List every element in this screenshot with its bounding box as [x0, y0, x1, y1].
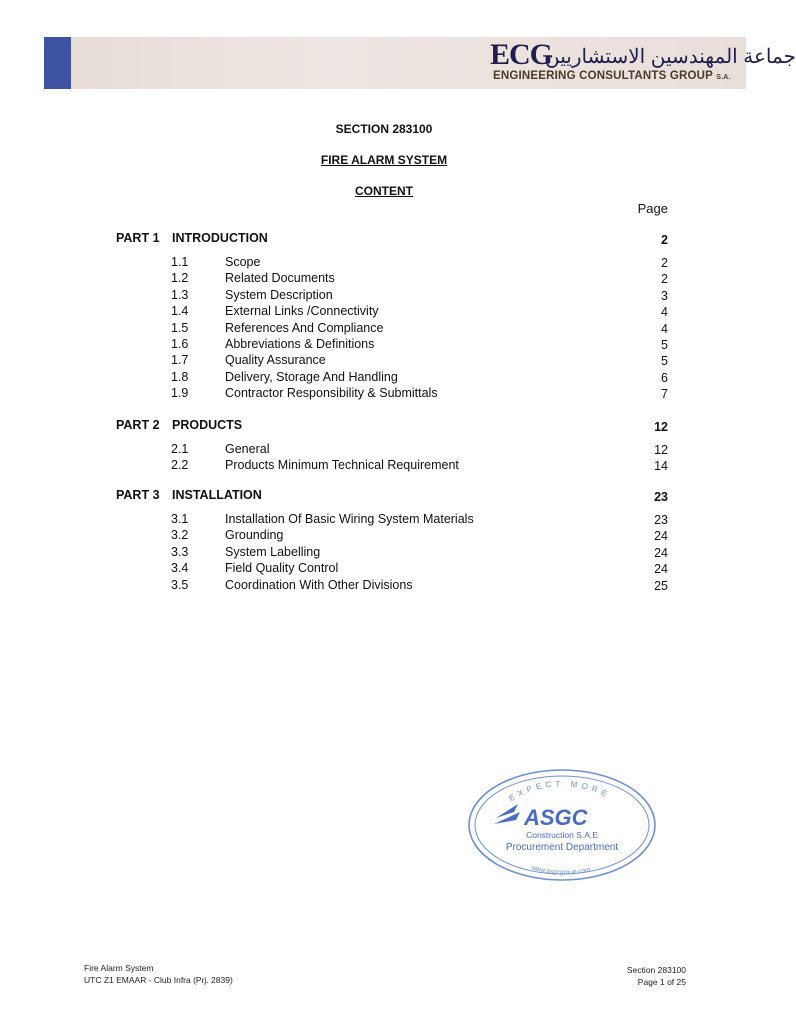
toc-item-title: Abbreviations & Definitions	[225, 337, 375, 351]
toc-item-number: 1.7	[171, 353, 189, 368]
footer-right	[627, 964, 686, 988]
toc-item-title: References And Compliance	[225, 320, 384, 335]
toc-item-title: General	[225, 442, 270, 456]
toc-item-title: Delivery, Storage And Handling	[225, 369, 398, 384]
toc-item-page: 23	[654, 513, 668, 527]
toc-item-page: 5	[661, 354, 668, 369]
content-heading: CONTENT	[355, 184, 413, 198]
toc-item-title: Contractor Responsibility & Submittals	[225, 386, 438, 401]
toc-item-title: Coordination With Other Divisions	[225, 577, 413, 592]
toc-item-title: System Labelling	[225, 544, 321, 559]
logo-company-text: ENGINEERING CONSULTANTS GROUP	[493, 70, 713, 82]
toc-item-number: 2.2	[171, 458, 189, 473]
toc-item-title: Field Quality Control	[225, 561, 339, 576]
toc-item-page: 6	[661, 370, 668, 385]
logo-arabic: جماعة المهندسين الاستشاريين	[545, 46, 796, 68]
toc-item-page: 14	[654, 459, 668, 474]
footer-section: Section 283100	[626, 965, 686, 975]
footer-project: UTC Z1 EMAAR - Club Infra (Prj. 2839)	[84, 975, 233, 985]
footer-doc-name: Fire Alarm System	[84, 963, 154, 973]
toc-item-title: Quality Assurance	[225, 353, 326, 368]
toc-part-title: PRODUCTS	[172, 418, 243, 432]
toc-item-title: Grounding	[225, 528, 284, 543]
toc-item-title: Products Minimum Technical Requirement	[225, 458, 459, 473]
toc-item-title: Installation Of Basic Wiring System Materials	[225, 512, 474, 526]
toc-item-number: 1.3	[171, 287, 189, 302]
toc-item-title: External Links /Connectivity	[225, 304, 379, 319]
header-accent-bar	[44, 37, 71, 89]
logo-company-name	[493, 70, 731, 82]
toc-item-number: 1.9	[171, 386, 189, 401]
asgc-swoosh-icon	[494, 804, 520, 824]
footer-page-number: Page 1 of 25	[637, 977, 686, 987]
toc-item-title: Related Documents	[225, 271, 335, 286]
toc-item-page: 3	[661, 288, 668, 303]
toc-item-page: 5	[661, 338, 668, 352]
toc-item-number: 3.4	[171, 561, 189, 576]
toc-item-number: 3.1	[171, 512, 189, 526]
section-title: SECTION 283100	[335, 122, 433, 136]
toc-item-page: 25	[654, 578, 668, 593]
toc-item-title: Scope	[225, 255, 261, 269]
toc-item-number: 1.4	[171, 304, 189, 319]
toc-part-page: 12	[654, 420, 668, 434]
toc-part-title: INTRODUCTION	[172, 231, 268, 245]
toc-item-page: 24	[654, 562, 668, 577]
toc-part-page: 2	[661, 233, 668, 247]
svg-text:EXPECT MORE	[507, 779, 611, 803]
logo-company-suffix: S.A.	[716, 74, 731, 81]
svg-text:www.asgcgroup.com	[529, 864, 591, 876]
toc-item-page: 4	[661, 305, 668, 320]
toc-item-page: 24	[654, 545, 668, 560]
page-column-label: Page	[637, 201, 668, 216]
procurement-stamp	[466, 768, 658, 882]
toc-item-number: 1.5	[171, 320, 189, 335]
toc-item-number: 1.1	[171, 255, 189, 269]
toc-part-label: PART 3	[116, 488, 160, 502]
logo-ecg: ECG	[490, 38, 553, 71]
toc-item-number: 3.3	[171, 544, 189, 559]
toc-part-label: PART 1	[116, 231, 160, 245]
toc-item-number: 1.8	[171, 369, 189, 384]
toc-part-title: INSTALLATION	[172, 488, 262, 502]
toc-part-page: 23	[654, 490, 668, 504]
stamp-arc-text: EXPECT MORE	[507, 779, 612, 804]
doc-title: FIRE ALARM SYSTEM	[320, 153, 448, 167]
toc-item-page: 2	[661, 272, 668, 287]
stamp-brand: ASGC	[524, 805, 588, 830]
footer-left	[84, 962, 233, 986]
stamp-line2: Procurement Department	[505, 842, 619, 853]
toc-item-title: System Description	[225, 287, 333, 302]
toc-item-page: 2	[661, 256, 668, 270]
toc-item-number: 1.2	[171, 271, 189, 286]
toc-item-number: 3.2	[171, 528, 189, 543]
toc-item-page: 4	[661, 321, 668, 336]
toc-item-number: 1.6	[171, 337, 189, 351]
toc-item-page: 24	[654, 529, 668, 544]
toc-item-number: 3.5	[171, 577, 189, 592]
toc-item-number: 2.1	[171, 442, 189, 456]
toc-part-label: PART 2	[116, 418, 160, 432]
toc-item-page: 12	[654, 443, 668, 457]
stamp-line1: Construction S.A.E	[526, 830, 598, 840]
stamp-url: www.asgcgroup.com	[530, 864, 592, 877]
toc-item-page: 7	[661, 387, 668, 402]
